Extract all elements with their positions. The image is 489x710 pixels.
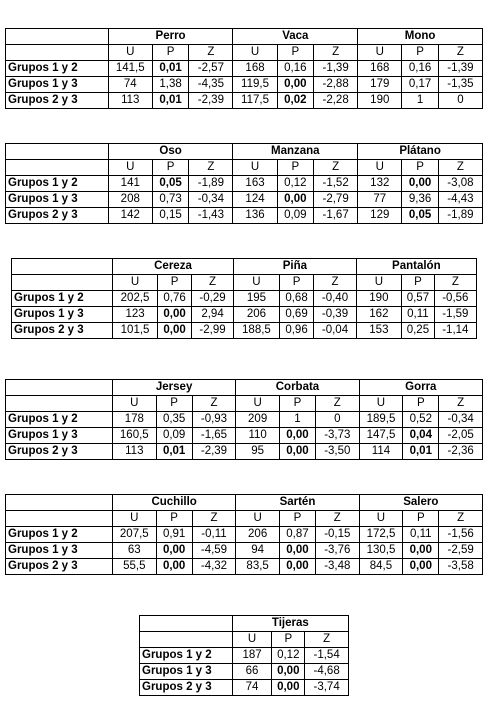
u-value: 77 <box>358 192 402 208</box>
u-value: 168 <box>358 61 402 77</box>
p-value: 0,00 <box>402 176 438 192</box>
z-value: -1,35 <box>438 77 482 93</box>
p-value: 0,00 <box>279 543 315 559</box>
stat-header-z: Z <box>192 396 236 412</box>
stat-header-p: P <box>277 45 313 61</box>
z-value: -0,56 <box>434 291 476 307</box>
p-value: 9,36 <box>402 192 438 208</box>
u-value: 129 <box>358 208 402 224</box>
stat-header-u: U <box>359 511 403 527</box>
stat-header-u: U <box>108 160 152 176</box>
p-value: 0,01 <box>156 444 192 460</box>
stat-header-p: P <box>272 632 305 648</box>
p-value: 0,25 <box>402 323 435 339</box>
stats-table-6 <box>139 615 349 696</box>
table-row <box>6 412 483 428</box>
u-value: 209 <box>236 412 280 428</box>
p-value: 0,16 <box>277 61 313 77</box>
u-value: 74 <box>232 680 272 696</box>
stat-header-u: U <box>234 275 280 291</box>
stat-header-u: U <box>108 45 152 61</box>
u-value: 206 <box>234 307 280 323</box>
stat-header-u: U <box>358 160 402 176</box>
u-value: 63 <box>112 543 156 559</box>
group-header: Jersey <box>112 380 235 396</box>
u-value: 168 <box>233 61 277 77</box>
z-value: -2,79 <box>314 192 358 208</box>
table-row <box>12 307 477 323</box>
stat-header-u: U <box>233 45 277 61</box>
table-row <box>140 680 349 696</box>
u-value: 66 <box>232 664 272 680</box>
p-value: 0,00 <box>279 559 315 575</box>
table-row <box>6 192 483 208</box>
z-value: -0,15 <box>315 527 359 543</box>
row-label: Grupos 2 y 3 <box>6 93 109 109</box>
z-value: -1,52 <box>314 176 358 192</box>
stat-header-z: Z <box>191 275 233 291</box>
row-label: Grupos 1 y 3 <box>140 664 233 680</box>
u-value: 119,5 <box>233 77 277 93</box>
z-value: -1,59 <box>434 307 476 323</box>
row-label: Grupos 1 y 2 <box>140 648 233 664</box>
p-value: 0,00 <box>158 323 192 339</box>
p-value: 0,00 <box>156 559 192 575</box>
stat-header-z: Z <box>192 511 236 527</box>
stats-table-4 <box>5 379 483 460</box>
blank-cell <box>6 160 109 176</box>
stat-header-z: Z <box>314 275 356 291</box>
z-value: -2,59 <box>439 543 483 559</box>
row-label: Grupos 1 y 3 <box>6 192 109 208</box>
group-header: Gorra <box>359 380 482 396</box>
stat-header-p: P <box>402 275 435 291</box>
u-value: 195 <box>234 291 280 307</box>
stat-header-u: U <box>233 160 277 176</box>
table-row <box>6 428 483 444</box>
z-value: 0 <box>438 93 482 109</box>
table-row <box>6 559 483 575</box>
p-value: 0,96 <box>279 323 314 339</box>
group-header: Pantalón <box>356 259 476 275</box>
z-value: 0 <box>315 412 359 428</box>
u-value: 208 <box>108 192 152 208</box>
p-value: 0,91 <box>156 527 192 543</box>
p-value: 0,00 <box>272 680 305 696</box>
table-row <box>6 444 483 460</box>
p-value: 0,52 <box>403 412 439 428</box>
z-value: -1,56 <box>439 527 483 543</box>
u-value: 83,5 <box>236 559 280 575</box>
p-value: 0,05 <box>152 176 188 192</box>
p-value: 0,73 <box>152 192 188 208</box>
z-value: -2,39 <box>189 93 233 109</box>
p-value: 0,12 <box>277 176 313 192</box>
row-label: Grupos 1 y 2 <box>6 176 109 192</box>
stat-header-u: U <box>359 396 403 412</box>
stat-header-z: Z <box>438 45 482 61</box>
p-value: 0,76 <box>158 291 192 307</box>
stat-header-u: U <box>112 396 156 412</box>
u-value: 160,5 <box>112 428 156 444</box>
corner-cell <box>6 380 113 396</box>
z-value: -0,93 <box>192 412 236 428</box>
stat-header-z: Z <box>189 45 233 61</box>
u-value: 132 <box>358 176 402 192</box>
z-value: -0,39 <box>314 307 356 323</box>
blank-cell <box>6 396 113 412</box>
z-value: -1,54 <box>305 648 349 664</box>
group-header: Oso <box>108 144 233 160</box>
table-row <box>6 176 483 192</box>
z-value: -1,67 <box>314 208 358 224</box>
stat-header-p: P <box>156 396 192 412</box>
stat-header-z: Z <box>305 632 349 648</box>
u-value: 179 <box>358 77 402 93</box>
blank-cell <box>6 511 113 527</box>
z-value: -0,04 <box>314 323 356 339</box>
p-value: 0,00 <box>158 307 192 323</box>
z-value: -3,48 <box>315 559 359 575</box>
row-label: Grupos 1 y 3 <box>6 428 113 444</box>
row-label: Grupos 1 y 2 <box>12 291 113 307</box>
table-row <box>6 61 483 77</box>
row-label: Grupos 1 y 2 <box>6 412 113 428</box>
u-value: 74 <box>108 77 152 93</box>
p-value: 0,01 <box>152 61 188 77</box>
z-value: -4,32 <box>192 559 236 575</box>
group-header: Sartén <box>236 495 359 511</box>
p-value: 0,11 <box>403 527 439 543</box>
p-value: 0,01 <box>403 444 439 460</box>
z-value: -2,28 <box>314 93 358 109</box>
stat-header-z: Z <box>438 160 482 176</box>
stats-table-2 <box>5 143 483 224</box>
z-value: -3,76 <box>315 543 359 559</box>
p-value: 0,05 <box>402 208 438 224</box>
p-value: 0,04 <box>403 428 439 444</box>
table-row <box>6 543 483 559</box>
p-value: 0,00 <box>279 428 315 444</box>
z-value: -0,34 <box>189 192 233 208</box>
z-value: -2,36 <box>439 444 483 460</box>
u-value: 141,5 <box>108 61 152 77</box>
table-row <box>6 93 483 109</box>
stat-header-u: U <box>236 396 280 412</box>
p-value: 0,68 <box>279 291 314 307</box>
stats-table-1 <box>5 28 483 109</box>
group-header: Perro <box>108 29 233 45</box>
u-value: 114 <box>359 444 403 460</box>
stat-header-p: P <box>402 160 438 176</box>
p-value: 0,00 <box>272 664 305 680</box>
group-header: Cereza <box>112 259 233 275</box>
stat-header-p: P <box>279 511 315 527</box>
stat-header-u: U <box>112 511 156 527</box>
row-label: Grupos 1 y 2 <box>6 61 109 77</box>
z-value: -0,29 <box>191 291 233 307</box>
z-value: -2,57 <box>189 61 233 77</box>
z-value: -1,43 <box>189 208 233 224</box>
u-value: 136 <box>233 208 277 224</box>
p-value: 1 <box>402 93 438 109</box>
z-value: -2,88 <box>314 77 358 93</box>
table-row <box>12 291 477 307</box>
row-label: Grupos 2 y 3 <box>6 208 109 224</box>
u-value: 55,5 <box>112 559 156 575</box>
p-value: 0,00 <box>277 192 313 208</box>
p-value: 0,00 <box>403 543 439 559</box>
p-value: 1 <box>279 412 315 428</box>
stat-header-z: Z <box>439 511 483 527</box>
stat-header-u: U <box>236 511 280 527</box>
corner-cell <box>6 495 113 511</box>
z-value: -4,35 <box>189 77 233 93</box>
z-value: -0,11 <box>192 527 236 543</box>
z-value: -4,59 <box>192 543 236 559</box>
stat-header-p: P <box>403 396 439 412</box>
stat-header-z: Z <box>189 160 233 176</box>
u-value: 206 <box>236 527 280 543</box>
stat-header-p: P <box>277 160 313 176</box>
group-header: Vaca <box>233 29 358 45</box>
group-header: Tijeras <box>232 616 348 632</box>
blank-cell <box>6 45 109 61</box>
u-value: 110 <box>236 428 280 444</box>
blank-cell <box>140 632 233 648</box>
u-value: 163 <box>233 176 277 192</box>
u-value: 142 <box>108 208 152 224</box>
z-value: -0,40 <box>314 291 356 307</box>
p-value: 0,69 <box>279 307 314 323</box>
u-value: 84,5 <box>359 559 403 575</box>
u-value: 202,5 <box>112 291 158 307</box>
group-header: Mono <box>358 29 483 45</box>
stat-header-u: U <box>112 275 158 291</box>
z-value: -1,39 <box>438 61 482 77</box>
row-label: Grupos 2 y 3 <box>6 444 113 460</box>
stat-header-z: Z <box>314 45 358 61</box>
u-value: 188,5 <box>234 323 280 339</box>
z-value: -1,89 <box>438 208 482 224</box>
table-row <box>6 527 483 543</box>
z-value: -3,58 <box>439 559 483 575</box>
stat-header-p: P <box>152 45 188 61</box>
stat-header-z: Z <box>434 275 476 291</box>
p-value: 0,87 <box>279 527 315 543</box>
u-value: 113 <box>108 93 152 109</box>
u-value: 190 <box>358 93 402 109</box>
row-label: Grupos 2 y 3 <box>140 680 233 696</box>
p-value: 0,11 <box>402 307 435 323</box>
row-label: Grupos 1 y 3 <box>6 77 109 93</box>
z-value: -3,50 <box>315 444 359 460</box>
u-value: 147,5 <box>359 428 403 444</box>
stat-header-z: Z <box>314 160 358 176</box>
stat-header-p: P <box>156 511 192 527</box>
stat-header-p: P <box>402 45 438 61</box>
stat-header-z: Z <box>315 396 359 412</box>
u-value: 124 <box>233 192 277 208</box>
z-value: -1,39 <box>314 61 358 77</box>
u-value: 172,5 <box>359 527 403 543</box>
stat-header-z: Z <box>315 511 359 527</box>
row-label: Grupos 1 y 2 <box>6 527 113 543</box>
table-row <box>12 323 477 339</box>
row-label: Grupos 1 y 3 <box>12 307 113 323</box>
u-value: 141 <box>108 176 152 192</box>
u-value: 117,5 <box>233 93 277 109</box>
stat-header-u: U <box>358 45 402 61</box>
corner-cell <box>6 29 109 45</box>
table-row <box>140 664 349 680</box>
p-value: 0,35 <box>156 412 192 428</box>
table-row <box>6 208 483 224</box>
z-value: -3,73 <box>315 428 359 444</box>
u-value: 189,5 <box>359 412 403 428</box>
p-value: 0,16 <box>402 61 438 77</box>
u-value: 207,5 <box>112 527 156 543</box>
u-value: 123 <box>112 307 158 323</box>
stat-header-z: Z <box>439 396 483 412</box>
u-value: 101,5 <box>112 323 158 339</box>
p-value: 0,01 <box>152 93 188 109</box>
u-value: 94 <box>236 543 280 559</box>
stats-table-5 <box>5 494 483 575</box>
u-value: 95 <box>236 444 280 460</box>
group-header: Salero <box>359 495 482 511</box>
row-label: Grupos 2 y 3 <box>12 323 113 339</box>
stat-header-u: U <box>356 275 402 291</box>
p-value: 0,00 <box>279 444 315 460</box>
group-header: Piña <box>234 259 356 275</box>
z-value: -2,05 <box>439 428 483 444</box>
u-value: 178 <box>112 412 156 428</box>
p-value: 0,02 <box>277 93 313 109</box>
z-value: -3,74 <box>305 680 349 696</box>
stat-header-u: U <box>232 632 272 648</box>
u-value: 190 <box>356 291 402 307</box>
p-value: 0,17 <box>402 77 438 93</box>
z-value: -1,14 <box>434 323 476 339</box>
row-label: Grupos 1 y 3 <box>6 543 113 559</box>
group-header: Plátano <box>358 144 483 160</box>
table-row <box>140 648 349 664</box>
row-label: Grupos 2 y 3 <box>6 559 113 575</box>
p-value: 0,15 <box>152 208 188 224</box>
corner-cell <box>12 259 113 275</box>
p-value: 0,57 <box>402 291 435 307</box>
stats-table-3 <box>11 258 477 339</box>
z-value: 2,94 <box>191 307 233 323</box>
stat-header-p: P <box>279 275 314 291</box>
p-value: 0,12 <box>272 648 305 664</box>
corner-cell <box>6 144 109 160</box>
z-value: -0,34 <box>439 412 483 428</box>
p-value: 1,38 <box>152 77 188 93</box>
z-value: -4,43 <box>438 192 482 208</box>
p-value: 0,00 <box>277 77 313 93</box>
z-value: -1,89 <box>189 176 233 192</box>
p-value: 0,09 <box>156 428 192 444</box>
p-value: 0,09 <box>277 208 313 224</box>
stat-header-p: P <box>279 396 315 412</box>
u-value: 162 <box>356 307 402 323</box>
stat-header-p: P <box>158 275 192 291</box>
blank-cell <box>12 275 113 291</box>
u-value: 113 <box>112 444 156 460</box>
p-value: 0,00 <box>403 559 439 575</box>
u-value: 153 <box>356 323 402 339</box>
group-header: Corbata <box>236 380 359 396</box>
p-value: 0,00 <box>156 543 192 559</box>
stat-header-p: P <box>152 160 188 176</box>
u-value: 187 <box>232 648 272 664</box>
z-value: -3,08 <box>438 176 482 192</box>
stat-header-p: P <box>403 511 439 527</box>
u-value: 130,5 <box>359 543 403 559</box>
z-value: -2,99 <box>191 323 233 339</box>
corner-cell <box>140 616 233 632</box>
group-header: Cuchillo <box>112 495 235 511</box>
z-value: -1,65 <box>192 428 236 444</box>
z-value: -4,68 <box>305 664 349 680</box>
z-value: -2,39 <box>192 444 236 460</box>
table-row <box>6 77 483 93</box>
group-header: Manzana <box>233 144 358 160</box>
